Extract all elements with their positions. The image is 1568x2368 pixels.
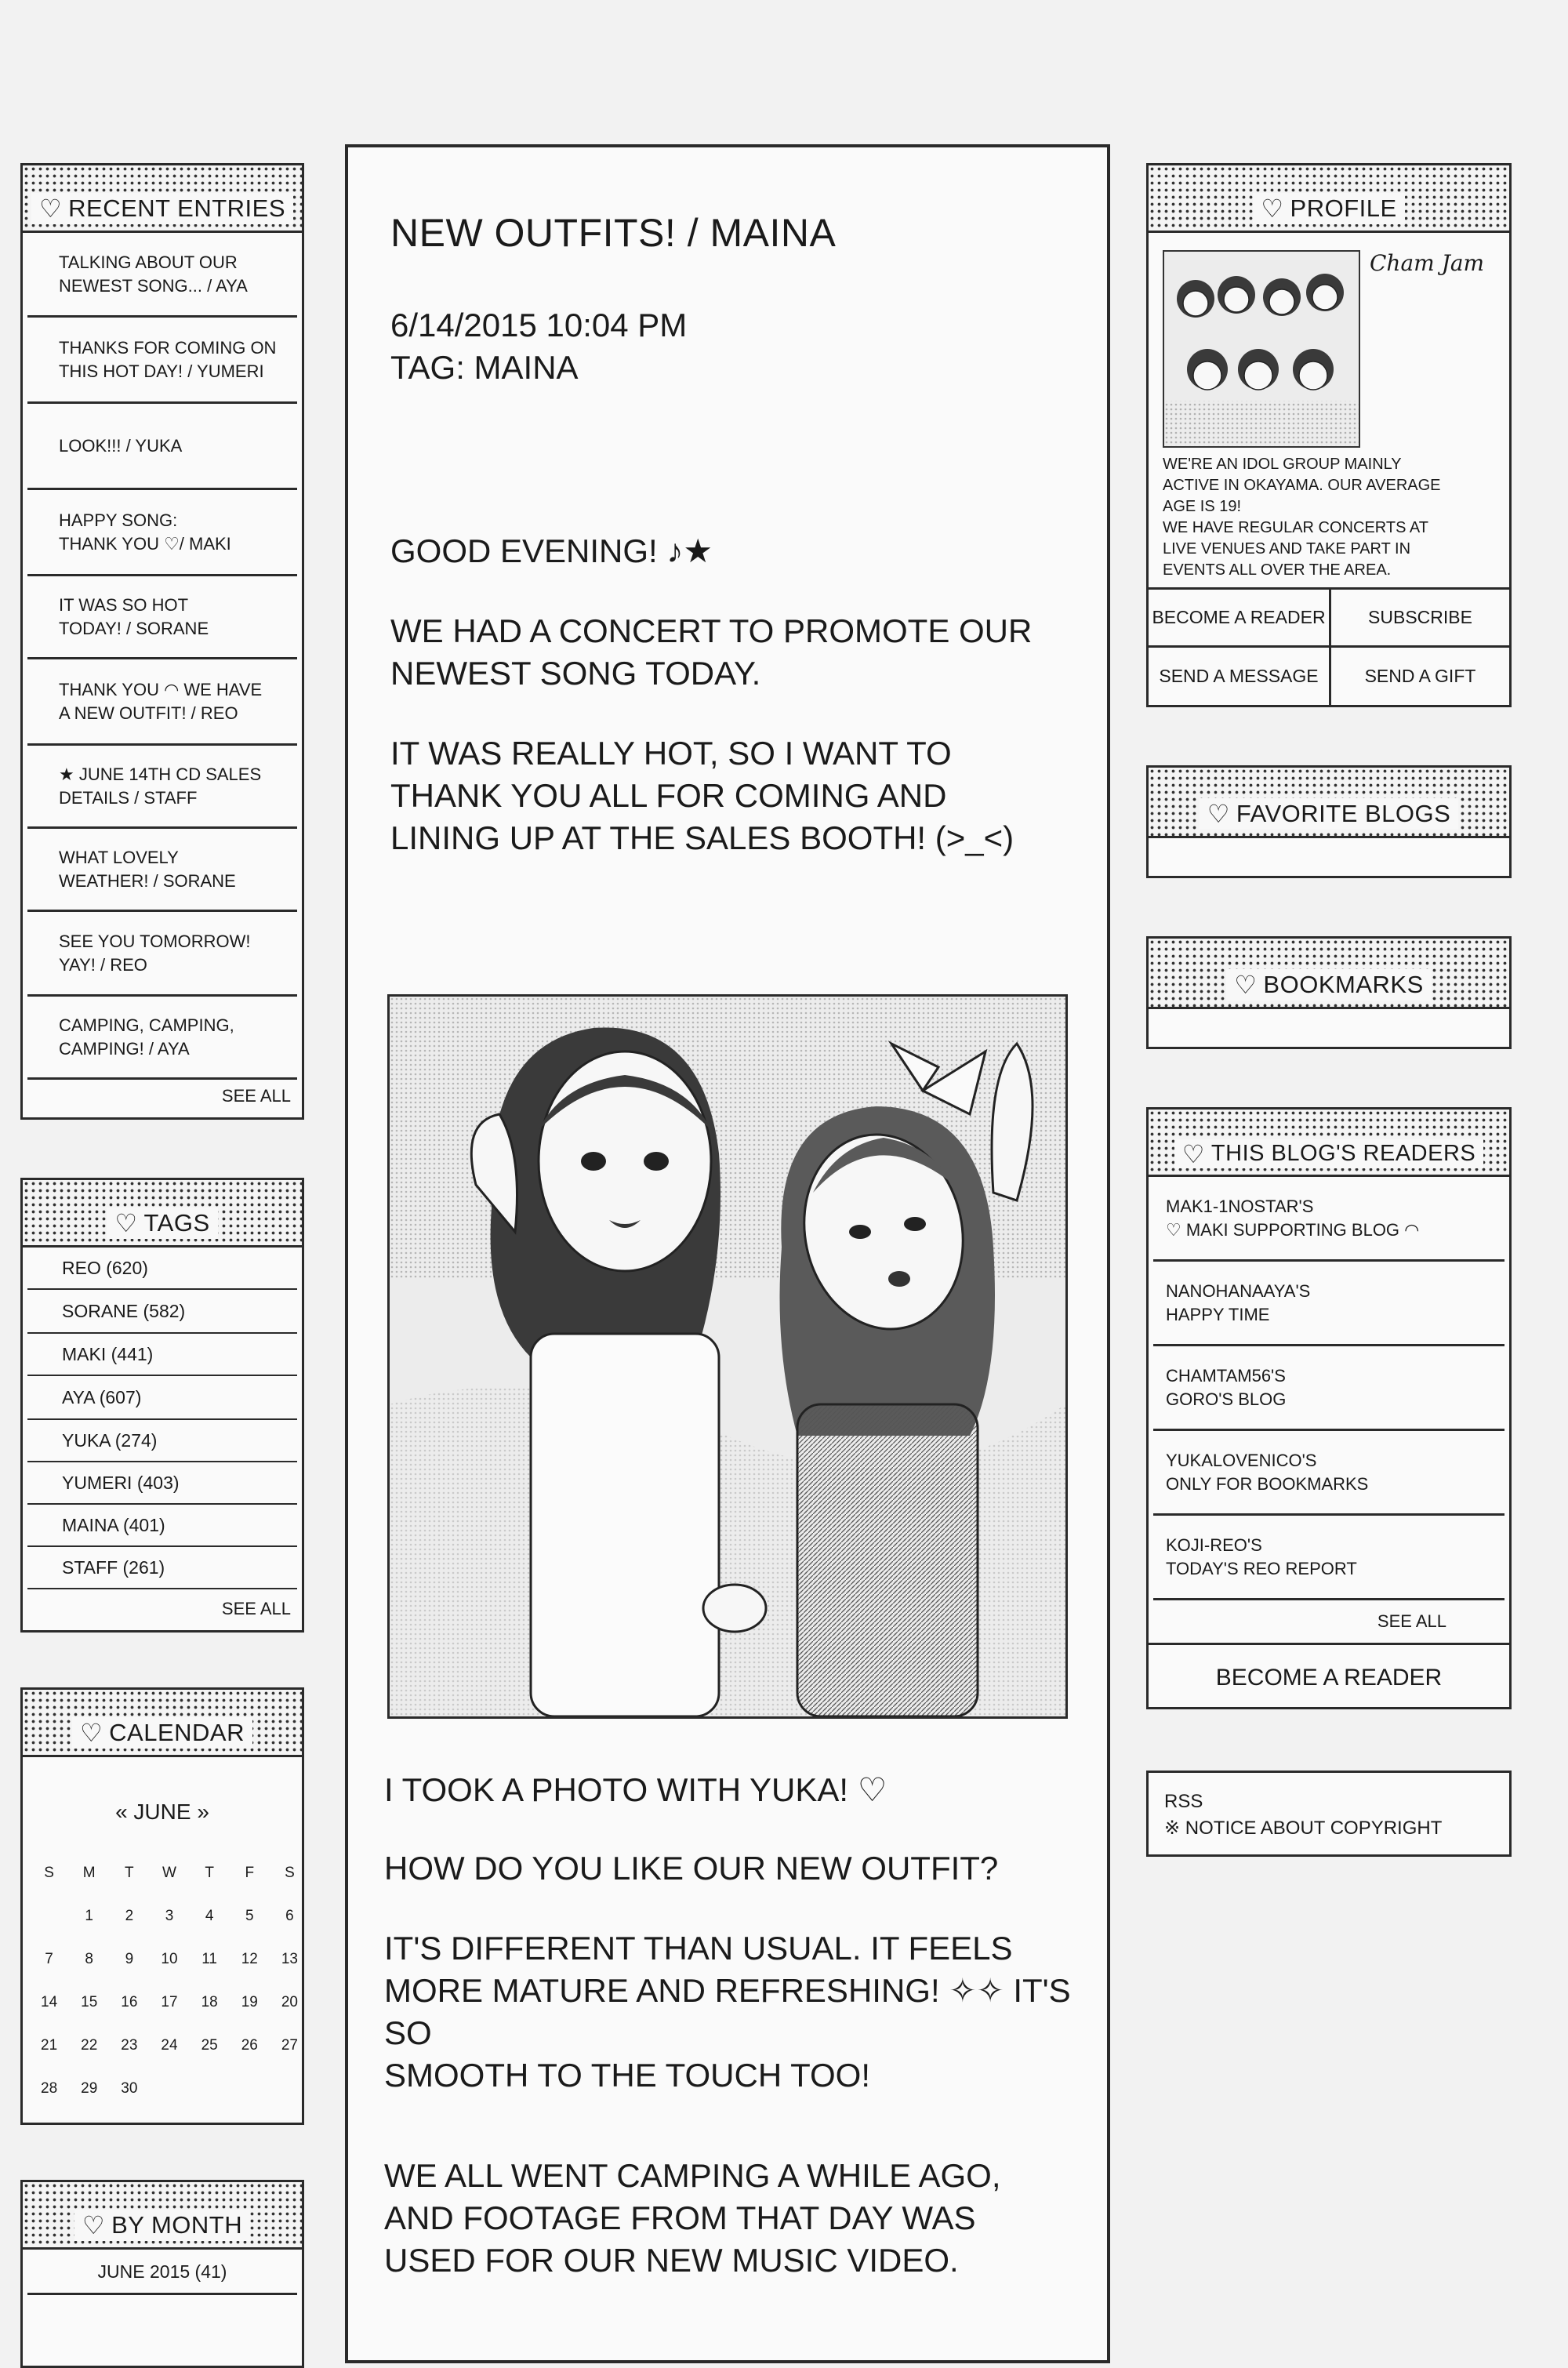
heart-icon: ♡ [1261, 194, 1284, 223]
recent-entry-item[interactable]: WHAT LOVELY WEATHER! / SORANE [27, 829, 297, 912]
recent-entry-item[interactable]: CAMPING, CAMPING, CAMPING! / AYA [27, 997, 297, 1080]
readers-see-all-link[interactable]: SEE ALL [1149, 1600, 1509, 1645]
readers-title: THIS BLOG'S READERS [1210, 1141, 1476, 1166]
profile-bio: WE'RE AN IDOL GROUP MAINLY ACTIVE IN OKAYAMA. OUR AVERAGE AGE IS 19! WE HAVE REGULAR CONCERTS AT LIVE VENUES AND TAKE PART IN EVENTS ALL OVER THE AREA. [1163, 456, 1441, 579]
calendar-day [29, 1894, 69, 1938]
recent-entry-item[interactable]: THANK YOU ◠ WE HAVE A NEW OUTFIT! / REO [27, 659, 297, 746]
calendar-day[interactable]: 22 [81, 2037, 98, 2054]
recent-entries-widget [20, 163, 304, 1120]
by-month-item[interactable]: JUNE 2015 (41) [27, 2250, 297, 2295]
reader-item[interactable]: NANOHANAAYA'S HAPPY TIME [1153, 1262, 1504, 1346]
calendar-day[interactable]: 24 [161, 2037, 178, 2054]
bookmarks-widget [1146, 936, 1512, 1049]
send-gift-button[interactable]: SEND A GIFT [1364, 666, 1476, 686]
calendar-day[interactable]: 11 [201, 1951, 217, 1967]
calendar-widget [20, 1687, 304, 2125]
heart-icon: ♡ [38, 194, 63, 223]
by-month-title: BY MONTH [111, 2211, 243, 2239]
calendar-day[interactable]: 20 [281, 1994, 298, 2010]
reader-item[interactable]: YUKALOVENICO'S ONLY FOR BOOKMARKS [1153, 1431, 1504, 1516]
calendar-day[interactable]: 5 [245, 1908, 254, 1924]
recent-entry-item[interactable]: TALKING ABOUT OUR NEWEST SONG... / AYA [27, 233, 297, 318]
post-datetime: 6/14/2015 10:04 PM [390, 307, 688, 343]
favorite-blogs-widget [1146, 765, 1512, 878]
readers-header [1149, 1110, 1509, 1177]
calendar-day[interactable]: 19 [241, 1994, 258, 2010]
footer-links-widget [1146, 1771, 1512, 1857]
calendar-weekday: S [285, 1865, 295, 1881]
recent-entries-header [23, 165, 302, 233]
group-photo-illustration [1164, 252, 1359, 446]
calendar-day[interactable]: 30 [121, 2080, 138, 2097]
send-message-button[interactable]: SEND A MESSAGE [1159, 666, 1319, 686]
bookmarks-header [1149, 939, 1509, 1009]
calendar-days-grid [29, 1894, 310, 2110]
calendar-weekday: T [205, 1865, 214, 1881]
calendar-day[interactable]: 4 [205, 1908, 214, 1924]
recent-entry-item[interactable]: LOOK!!! / YUKA [27, 404, 297, 490]
profile-header [1149, 165, 1509, 233]
calendar-day[interactable]: 6 [285, 1908, 294, 1924]
calendar-day[interactable]: 15 [81, 1994, 98, 2010]
calendar-weekday: S [44, 1865, 54, 1881]
favorite-blogs-header [1149, 768, 1509, 838]
tag-item[interactable]: REO (620) [27, 1248, 297, 1290]
calendar-day[interactable]: 10 [161, 1951, 178, 1967]
tag-item[interactable]: YUMERI (403) [27, 1462, 297, 1505]
calendar-day[interactable]: 9 [125, 1951, 134, 1967]
recent-entries-see-all-link[interactable]: SEE ALL [221, 1086, 291, 1106]
profile-title: PROFILE [1290, 194, 1397, 222]
calendar-month-nav[interactable]: « JUNE » [115, 1800, 209, 1824]
calendar-day[interactable]: 17 [161, 1994, 178, 2010]
recent-entries-title: RECENT ENTRIES [68, 194, 286, 222]
favorite-blogs-title: FAVORITE BLOGS [1236, 800, 1451, 827]
tag-item[interactable]: MAINA (401) [27, 1505, 297, 1547]
calendar-weekday-row [29, 1851, 310, 1894]
post-photo [387, 994, 1068, 1719]
blog-post [345, 144, 1110, 2363]
recent-entry-item[interactable]: THANKS FOR COMING ON THIS HOT DAY! / YUMERI [27, 318, 297, 404]
calendar-day[interactable]: 14 [41, 1994, 58, 2010]
profile-widget [1146, 163, 1512, 707]
calendar-header [23, 1690, 302, 1757]
heart-icon: ♡ [79, 1719, 103, 1747]
reader-item[interactable]: CHAMTAM56'S GORO'S BLOG [1153, 1346, 1504, 1431]
bookmarks-title: BOOKMARKS [1263, 971, 1424, 998]
post-paragraph: IT'S DIFFERENT THAN USUAL. IT FEELS MORE MATURE AND REFRESHING! ✧✧ IT'S SO SMOOTH TO THE TOUCH TOO! [384, 1930, 1071, 2094]
post-paragraph: IT WAS REALLY HOT, SO I WANT TO THANK YOU ALL FOR COMING AND LINING UP AT THE SALES BOOTH! (>_<) [390, 735, 1014, 856]
profile-group-name: Cham Jam [1370, 250, 1485, 276]
calendar-day[interactable]: 13 [281, 1951, 298, 1967]
calendar-weekday: T [125, 1865, 134, 1881]
by-month-widget [20, 2180, 304, 2368]
calendar-day[interactable]: 18 [201, 1994, 218, 2010]
tags-see-all-link[interactable]: SEE ALL [221, 1599, 291, 1618]
recent-entry-item[interactable]: SEE YOU TOMORROW! YAY! / REO [27, 912, 297, 997]
calendar-day[interactable]: 27 [281, 2037, 298, 2054]
calendar-day[interactable]: 8 [85, 1951, 93, 1967]
calendar-day[interactable]: 12 [241, 1951, 258, 1967]
readers-widget [1146, 1107, 1512, 1709]
tags-title: TAGS [143, 1209, 210, 1237]
heart-icon: ♡ [1181, 1139, 1205, 1168]
reader-item[interactable]: KOJI-REO'S TODAY'S REO REPORT [1153, 1516, 1504, 1600]
rss-link[interactable]: RSS [1164, 1791, 1203, 1812]
post-paragraph: I TOOK A PHOTO WITH YUKA! ♡ [384, 1771, 887, 1808]
reader-item[interactable]: MAK1-1NOSTAR'S ♡ MAKI SUPPORTING BLOG ◠ [1153, 1177, 1504, 1262]
post-paragraph: GOOD EVENING! ♪★ [390, 532, 713, 569]
calendar-title: CALENDAR [109, 1719, 245, 1746]
calendar-day[interactable]: 23 [121, 2037, 138, 2054]
tag-item[interactable]: SORANE (582) [27, 1290, 297, 1334]
post-paragraph: WE HAD A CONCERT TO PROMOTE OUR NEWEST SONG TODAY. [390, 612, 1033, 692]
calendar-day[interactable]: 29 [81, 2080, 98, 2097]
tags-widget [20, 1178, 304, 1633]
post-paragraph: HOW DO YOU LIKE OUR NEW OUTFIT? [384, 1850, 999, 1887]
readers-become-reader-button[interactable]: BECOME A READER [1215, 1665, 1443, 1691]
tags-header [23, 1180, 302, 1248]
tag-item[interactable]: STAFF (261) [27, 1547, 297, 1589]
recent-entry-item[interactable]: ★ JUNE 14TH CD SALES DETAILS / STAFF [27, 746, 297, 829]
by-month-header [23, 2182, 302, 2250]
calendar-day[interactable]: 21 [41, 2037, 58, 2054]
calendar-day[interactable]: 25 [201, 2037, 218, 2054]
profile-group-photo [1163, 250, 1360, 448]
post-paragraph: WE ALL WENT CAMPING A WHILE AGO, AND FOOTAGE FROM THAT DAY WAS USED FOR OUR NEW MUSIC VIDEO. [384, 2157, 1001, 2279]
calendar-day[interactable]: 28 [41, 2080, 58, 2097]
calendar-day[interactable]: 26 [241, 2037, 258, 2054]
tag-item[interactable]: YUKA (274) [27, 1420, 297, 1462]
photo-illustration [390, 997, 1065, 1716]
tag-item[interactable]: MAKI (441) [27, 1334, 297, 1376]
subscribe-button[interactable]: SUBSCRIBE [1368, 607, 1472, 627]
heart-icon: ♡ [1207, 800, 1230, 828]
calendar-weekday: M [82, 1865, 96, 1881]
calendar-day[interactable]: 16 [121, 1994, 138, 2010]
become-reader-button[interactable]: BECOME A READER [1152, 607, 1326, 627]
calendar-weekday: W [162, 1865, 176, 1881]
tag-item[interactable]: AYA (607) [27, 1376, 297, 1420]
calendar-day[interactable]: 1 [85, 1908, 93, 1924]
calendar-day[interactable]: 7 [45, 1951, 53, 1967]
heart-icon: ♡ [114, 1209, 138, 1237]
calendar-day[interactable]: 3 [165, 1908, 174, 1924]
post-title: NEW OUTFITS! / MAINA [390, 211, 837, 255]
calendar-day[interactable]: 2 [125, 1908, 134, 1924]
heart-icon: ♡ [1234, 971, 1258, 999]
copyright-notice-link[interactable]: ※ NOTICE ABOUT COPYRIGHT [1164, 1818, 1443, 1839]
heart-icon: ♡ [82, 2211, 106, 2239]
post-tag-link[interactable]: TAG: MAINA [390, 349, 579, 386]
recent-entry-item[interactable]: HAPPY SONG: THANK YOU ♡/ MAKI [27, 490, 297, 576]
calendar-weekday: F [245, 1865, 255, 1881]
recent-entry-item[interactable]: IT WAS SO HOT TODAY! / SORANE [27, 576, 297, 659]
